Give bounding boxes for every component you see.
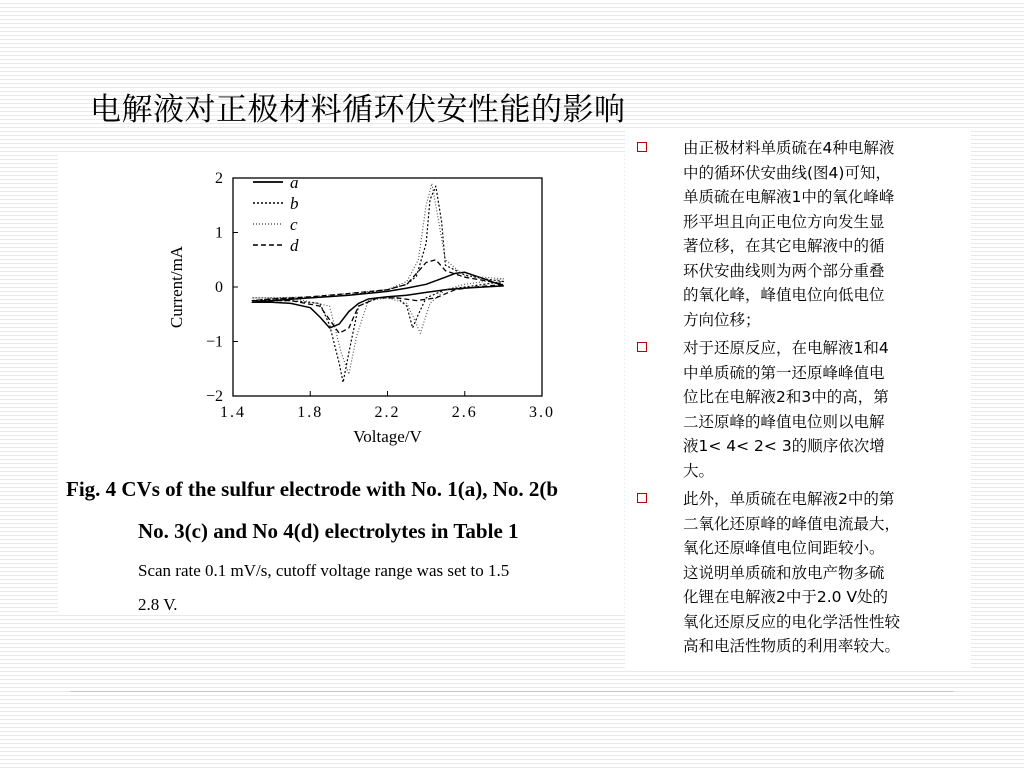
y-tick-label: −1 [205,333,223,351]
legend-label-d: d [290,236,299,255]
figure-caption-line-4: 2.8 V. [138,595,178,613]
legend-label-a: a [290,173,299,192]
x-tick-label: 1.8 [297,404,324,421]
figure-caption [66,477,558,613]
bullet-item [625,136,971,332]
x-tick-label: 1.4 [220,404,246,421]
bullet-text: 对于还原反应，在电解液1和4 中单质硫的第一还原峰峰值电 位比在电解液2和3中的高，第 二还原峰的峰值电位则以电解 液1< 4< 2< 3的顺序依次增 大。 [683,339,889,480]
series-d-line [252,260,503,334]
slide-title: 电解液对正极材料循环伏安性能的影响 [90,92,626,128]
figure-caption-line-1: Fig. 4 CVs of the sulfur electrode with No. 1(a), No. 2(b [66,477,559,501]
x-tick-label: 2.2 [374,404,401,421]
text-panel [625,128,971,670]
cv-chart [58,155,624,613]
square-bullet-icon [637,342,647,352]
square-bullet-icon [637,493,647,503]
axis-layer [167,170,555,446]
bullet-item [625,487,971,659]
plot-area [252,184,503,383]
x-tick-label: 3.0 [529,404,555,421]
chart-legend [253,173,299,255]
bullet-list [625,128,971,659]
square-bullet-icon [637,142,647,152]
y-axis-label: Current/mA [167,245,186,329]
y-tick-label: 1 [215,224,223,242]
figure-caption-line-3: Scan rate 0.1 mV/s, cutoff voltage range was set to 1.5 [138,561,510,580]
bullet-item [625,336,971,483]
x-axis-label: Voltage/V [353,427,422,446]
legend-label-b: b [290,194,299,213]
x-tick-label: 2.6 [451,404,478,421]
figure-panel [58,155,624,613]
legend-label-c: c [290,215,298,234]
footer-divider [70,691,954,692]
y-tick-label: 0 [215,279,223,296]
y-tick-label: −2 [205,388,223,405]
figure-caption-line-2: No. 3(c) and No 4(d) electrolytes in Table 1 [138,519,519,543]
bullet-text: 由正极材料单质硫在4种电解液 中的循环伏安曲线(图4)可知， 单质硫在电解液1中的氧化峰峰 形平坦且向正电位方向发生显 著位移，在其它电解液中的循 环伏安曲线则为两个部分重叠 的氧化峰，峰值电位向低电位 方向位移； [683,139,895,329]
y-tick-label: 2 [215,170,223,187]
bullet-text: 此外，单质硫在电解液2中的第 二氧化还原峰的峰值电流最大， 氧化还原峰值电位间距较小。 这说明单质硫和放电产物多硫 化锂在电解液2中于2.0 V处的 氧化还原反应的电化学活性性较 高和电活性物质的利用率较大。 [683,490,901,655]
